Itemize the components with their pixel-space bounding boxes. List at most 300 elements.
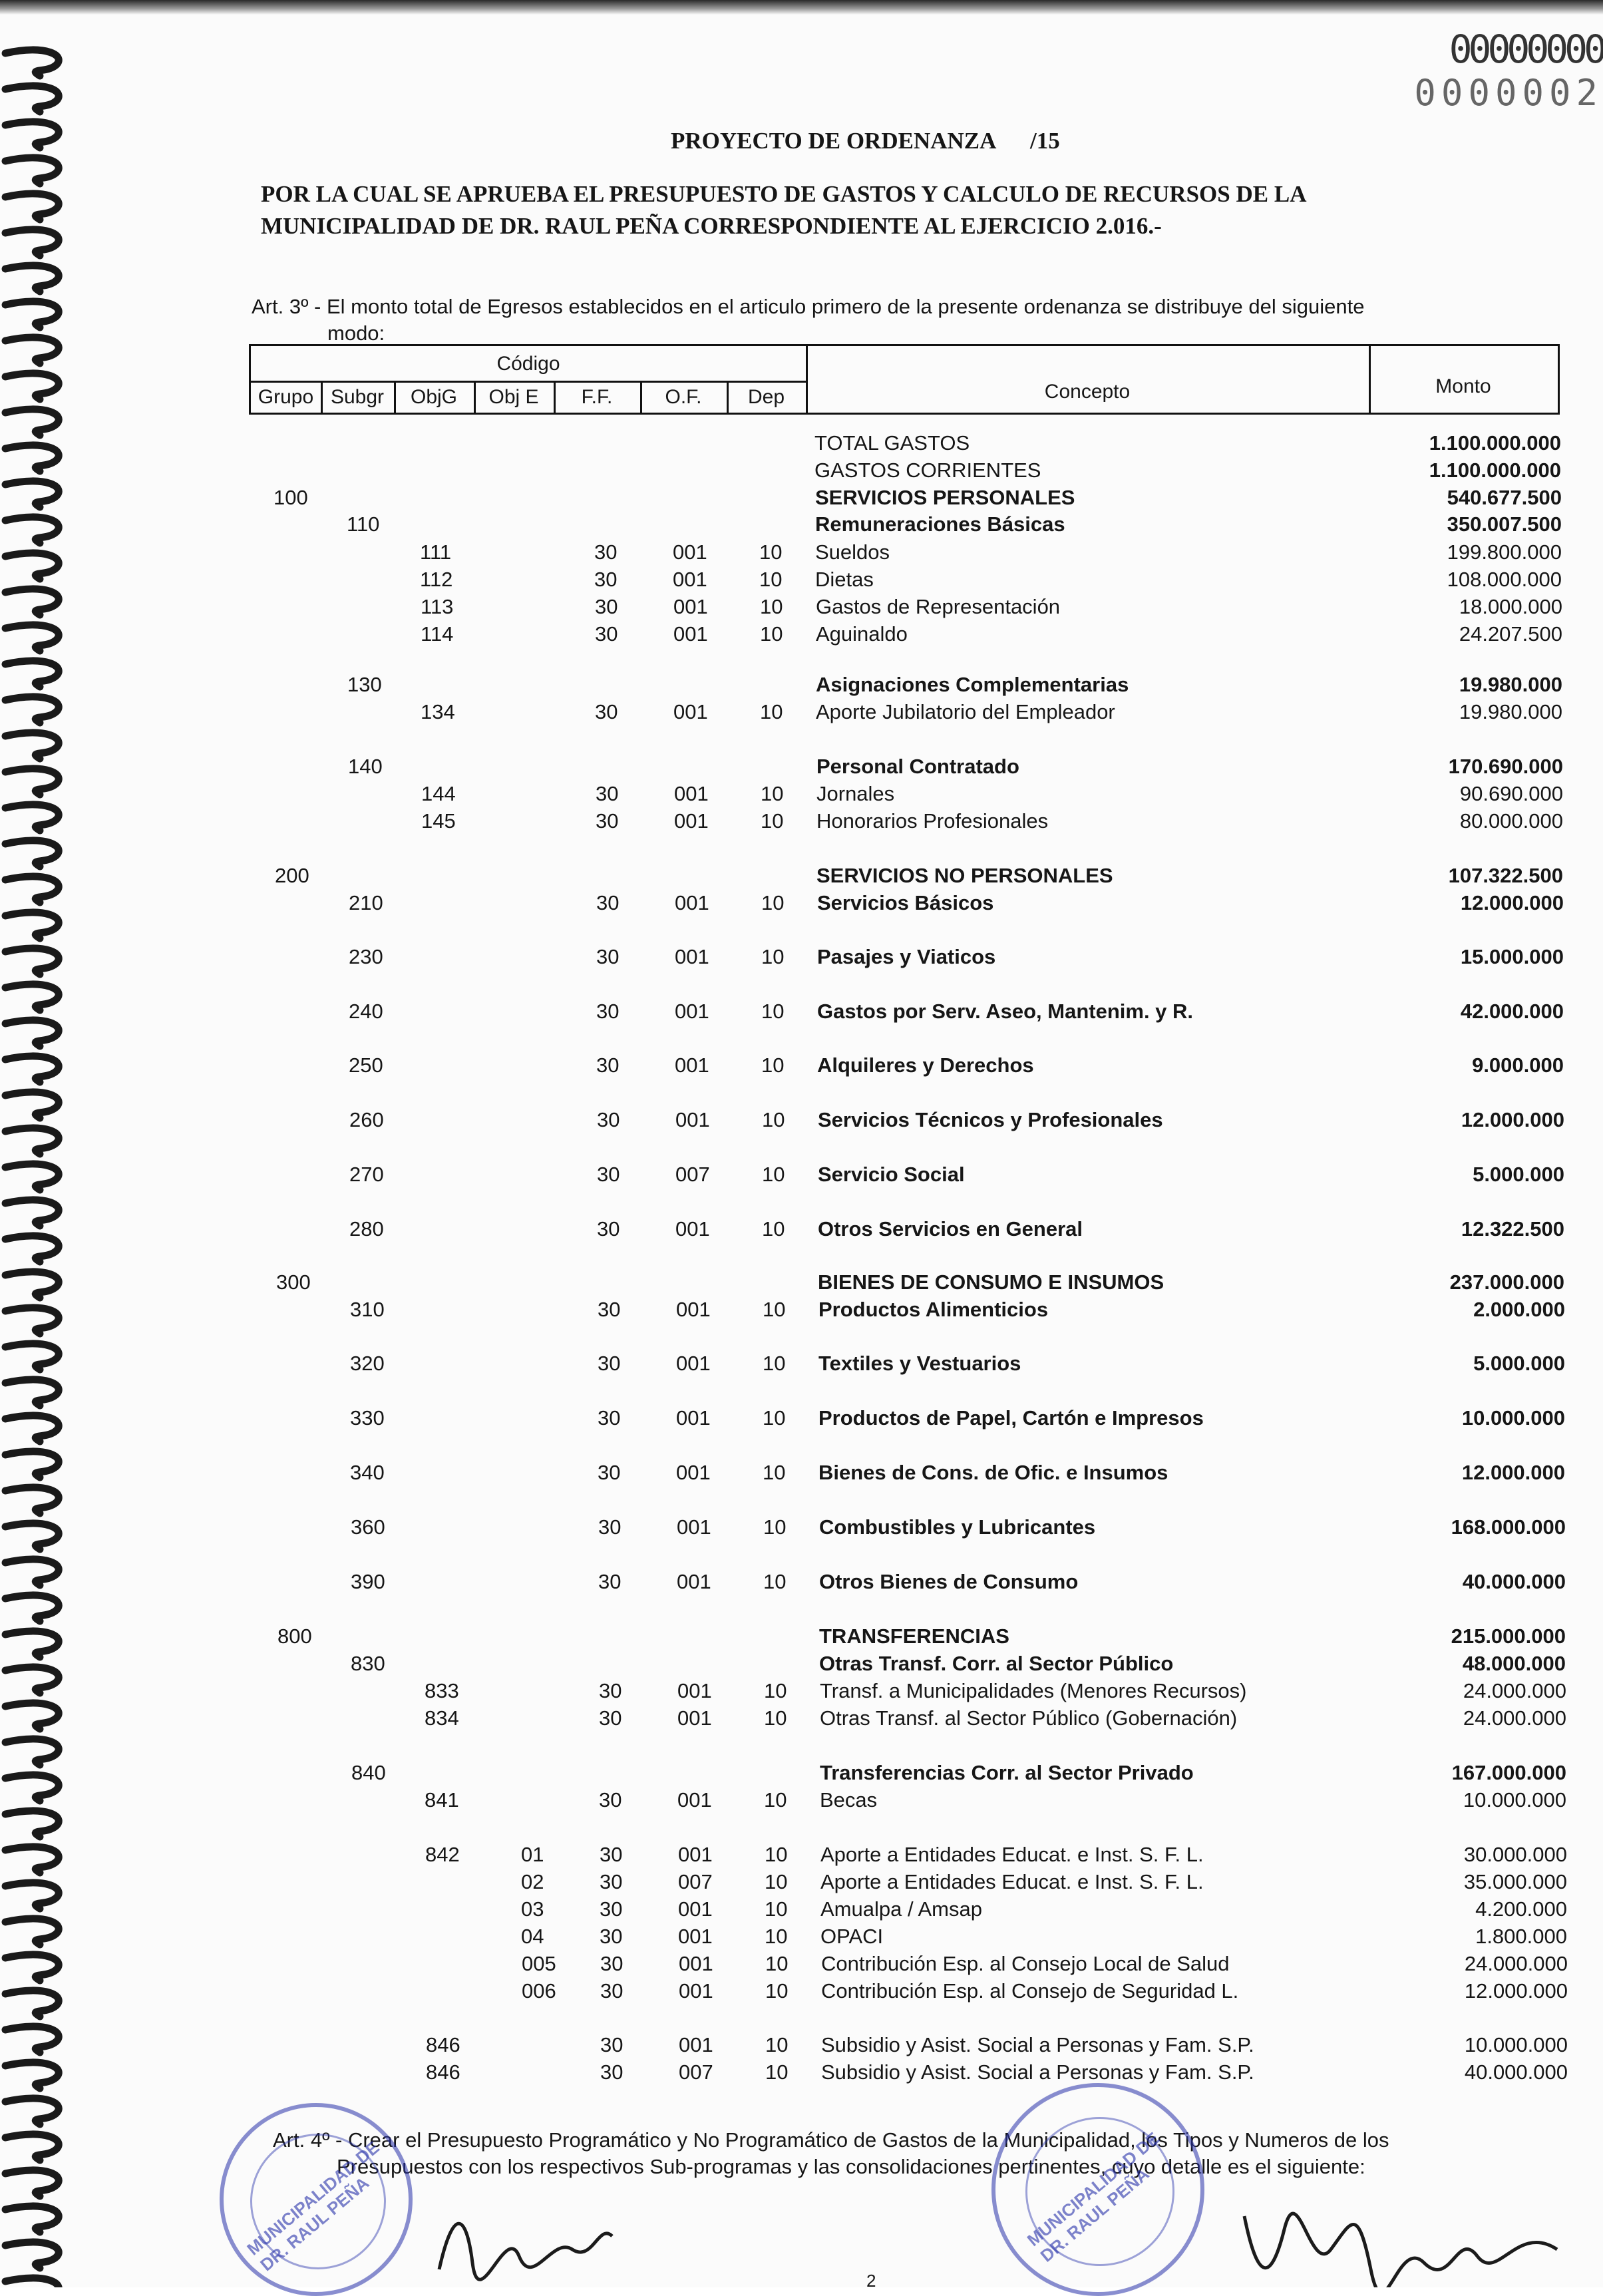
binding-coil — [5, 86, 59, 112]
table-row — [0, 755, 1563, 781]
cell-ff: 30 — [598, 1298, 621, 1321]
cell-objg: 114 — [421, 622, 454, 646]
cell-monto: 30.000.000 — [1463, 1843, 1567, 1866]
cell-ff: 30 — [596, 1000, 620, 1023]
cell-monto: 10.000.000 — [1463, 1788, 1566, 1812]
cell-subgr: 330 — [350, 1406, 385, 1430]
cell-concept: Aguinaldo — [816, 622, 908, 646]
cell-dep: 10 — [762, 1217, 785, 1241]
cell-monto: 19.980.000 — [1459, 700, 1562, 723]
header-ff: F.F. — [581, 386, 613, 408]
cell-subgr: 310 — [350, 1298, 385, 1321]
article-3-line-2: modo: — [327, 321, 385, 345]
cell-objg: 144 — [421, 782, 456, 805]
cell-of: 001 — [677, 1679, 712, 1702]
cell-monto: 168.000.000 — [1451, 1515, 1566, 1539]
table-header — [249, 344, 1560, 415]
document-subtitle: POR LA CUAL SE APRUEBA EL PRESUPUESTO DE GASTOS Y CALCULO DE RECURSOS DE LA MUNICIPALIDAD DE DR. RAUL PEÑA CORRESPONDIENTE AL EJERCICIO 2.016.- — [261, 181, 1306, 239]
municipal-seal-right — [991, 2083, 1204, 2296]
cell-concept: Becas — [820, 1788, 878, 1812]
cell-grupo: 100 — [273, 486, 308, 509]
stamp-line-1: 00000000 — [1449, 27, 1603, 72]
cell-of: 001 — [675, 891, 709, 914]
table-row — [0, 1843, 1567, 1869]
cell-objg: 834 — [425, 1706, 459, 1730]
article-4-line-1: Art. 4º - Crear el Presupuesto Programático y No Programático de Gastos de la Municipalidad, los Tipos y Numeros de los — [273, 2128, 1389, 2152]
header-subgr: Subgr — [330, 386, 385, 408]
cell-subgr: 360 — [351, 1515, 385, 1539]
cell-dep: 10 — [762, 1163, 785, 1186]
cell-of: 001 — [676, 1298, 711, 1321]
cell-ff: 30 — [600, 1870, 623, 1893]
cell-ff: 30 — [598, 1515, 622, 1539]
cell-of: 001 — [677, 1515, 711, 1539]
cell-dep: 10 — [763, 1461, 786, 1484]
cell-concept: Subsidio y Asist. Social a Personas y Fam. S.P. — [821, 2033, 1254, 2056]
article-4-line-2: Presupuestos con los respectivos Sub-programas y las consolidaciones pertinentes, cuyo detalle es el siguiente: — [337, 2155, 1365, 2178]
cell-ff: 30 — [598, 1406, 621, 1430]
cell-concept: Combustibles y Lubricantes — [819, 1515, 1096, 1539]
cell-monto: 199.800.000 — [1447, 540, 1562, 564]
cell-concept: Otros Servicios en General — [818, 1217, 1083, 1241]
table-row — [0, 1163, 1564, 1189]
cell-dep: 10 — [761, 1000, 785, 1023]
cell-dep: 10 — [760, 622, 783, 646]
cell-ff: 30 — [599, 1788, 622, 1812]
cell-of: 001 — [675, 1217, 710, 1241]
binding-coil — [5, 373, 59, 399]
cell-concept: Amualpa / Amsap — [820, 1897, 982, 1921]
article-3-text — [252, 293, 1503, 347]
cell-of: 001 — [676, 1352, 711, 1375]
binding-coil — [5, 194, 59, 220]
table-row — [0, 1925, 1567, 1951]
cell-objg: 145 — [421, 809, 456, 833]
cell-obje: 005 — [522, 1952, 556, 1975]
table-row — [0, 1108, 1564, 1135]
cell-subgr: 320 — [350, 1352, 385, 1375]
cell-monto: 1.100.000.000 — [1429, 459, 1561, 482]
header-concepto: Concepto — [1044, 381, 1131, 403]
cell-concept: SERVICIOS PERSONALES — [815, 486, 1075, 509]
cell-ff: 30 — [600, 1925, 623, 1948]
cell-objg: 842 — [425, 1843, 460, 1866]
cell-monto: 19.980.000 — [1459, 673, 1562, 696]
seal-text: MUNICIPALIDAD DE DR. RAUL PEÑA — [1023, 2128, 1163, 2266]
binding-coil — [5, 337, 59, 363]
cell-ff: 30 — [600, 1843, 623, 1866]
cell-monto: 540.677.500 — [1447, 486, 1562, 509]
cell-concept: Textiles y Vestuarios — [818, 1352, 1021, 1375]
table-row — [0, 945, 1564, 972]
table-row — [0, 1053, 1564, 1080]
seal-text: MUNICIPALIDAD DE DR. RAUL PEÑA — [243, 2137, 383, 2275]
cell-objg: 841 — [425, 1788, 459, 1812]
binding-coil — [5, 2170, 59, 2196]
cell-of: 001 — [678, 1897, 713, 1921]
cell-monto: 12.000.000 — [1461, 1108, 1564, 1131]
cell-of: 001 — [678, 1843, 713, 1866]
binding-coil — [5, 2134, 59, 2160]
header-grupo: Grupo — [258, 386, 314, 408]
cell-dep: 10 — [765, 2033, 789, 2056]
cell-dep: 10 — [759, 568, 783, 591]
cell-ff: 30 — [599, 1706, 622, 1730]
cell-dep: 10 — [765, 1870, 788, 1893]
cell-concept: Servicio Social — [818, 1163, 965, 1186]
cell-concept: Gastos de Representación — [816, 595, 1061, 618]
cell-dep: 10 — [762, 1108, 785, 1131]
cell-objg: 134 — [421, 700, 455, 723]
table-row — [0, 891, 1564, 918]
table-row — [0, 540, 1562, 567]
binding-coil — [5, 230, 59, 256]
cell-ff: 30 — [599, 1679, 622, 1702]
cell-monto: 9.000.000 — [1472, 1053, 1564, 1077]
cell-ff: 30 — [596, 782, 619, 805]
cell-of: 001 — [673, 540, 707, 564]
cell-objg: 833 — [425, 1679, 459, 1702]
cell-of: 007 — [675, 1163, 710, 1186]
cell-obje: 006 — [522, 1979, 556, 2003]
cell-of: 001 — [676, 1461, 711, 1484]
cell-monto: 80.000.000 — [1459, 809, 1563, 833]
cell-ff: 30 — [597, 1217, 620, 1241]
header-obje: Obj E — [488, 386, 539, 408]
table-row — [0, 1515, 1566, 1542]
signature-left — [426, 2196, 625, 2287]
header-codigo: Código — [496, 353, 560, 375]
cell-of: 007 — [678, 1870, 713, 1893]
cell-of: 001 — [675, 1053, 709, 1077]
cell-monto: 108.000.000 — [1447, 568, 1562, 591]
cell-dep: 10 — [759, 540, 783, 564]
cell-obje: 03 — [521, 1897, 544, 1921]
cell-of: 001 — [677, 1706, 712, 1730]
cell-monto: 48.000.000 — [1462, 1652, 1566, 1675]
cell-subgr: 260 — [349, 1108, 384, 1131]
cell-subgr: 140 — [348, 755, 383, 778]
binding-coil — [5, 1487, 59, 1513]
cell-concept: Dietas — [815, 568, 874, 591]
cell-concept: TOTAL GASTOS — [814, 431, 970, 455]
binding-coil — [5, 122, 59, 148]
cell-monto: 24.000.000 — [1463, 1706, 1566, 1730]
cell-monto: 167.000.000 — [1451, 1761, 1566, 1784]
table-row — [0, 486, 1562, 512]
cell-concept: Bienes de Cons. de Ofic. e Insumos — [818, 1461, 1168, 1484]
table-row — [0, 1706, 1566, 1733]
binding-coil — [5, 158, 59, 184]
cell-dep: 10 — [763, 1406, 786, 1430]
table-row — [0, 1570, 1566, 1597]
table-row — [0, 1788, 1566, 1815]
table-row — [0, 1652, 1566, 1678]
cell-concept: Productos Alimenticios — [818, 1298, 1049, 1321]
municipal-seal-left — [220, 2103, 413, 2296]
cell-of: 001 — [675, 1108, 710, 1131]
cell-concept: Contribución Esp. al Consejo Local de Salud — [821, 1952, 1230, 1975]
binding-coil — [5, 841, 59, 866]
table-row — [0, 1298, 1565, 1324]
cell-subgr: 250 — [349, 1053, 383, 1077]
header-objg: ObjG — [410, 386, 458, 408]
cell-subgr: 110 — [347, 512, 380, 536]
cell-ff: 30 — [600, 1952, 623, 1975]
table-row — [0, 1679, 1566, 1706]
cell-of: 001 — [673, 595, 708, 618]
cell-concept: Gastos por Serv. Aseo, Mantenim. y R. — [817, 1000, 1194, 1023]
table-row — [0, 673, 1562, 699]
cell-monto: 42.000.000 — [1460, 1000, 1564, 1023]
cell-grupo: 800 — [277, 1625, 312, 1648]
table-row — [0, 1979, 1568, 2006]
cell-subgr: 230 — [349, 945, 383, 968]
cell-concept: OPACI — [820, 1925, 884, 1948]
cell-monto: 215.000.000 — [1451, 1625, 1566, 1648]
cell-monto: 35.000.000 — [1463, 1870, 1567, 1893]
cell-concept: Aporte a Entidades Educat. e Inst. S. F. L. — [820, 1843, 1204, 1866]
cell-of: 001 — [679, 1979, 713, 2003]
table-row — [0, 431, 1561, 458]
table-row — [0, 809, 1563, 836]
cell-concept: Servicios Técnicos y Profesionales — [818, 1108, 1163, 1131]
cell-monto: 237.000.000 — [1449, 1270, 1564, 1294]
cell-dep: 10 — [764, 1706, 787, 1730]
table-row — [0, 1625, 1566, 1651]
cell-dep: 10 — [765, 1925, 788, 1948]
cell-ff: 30 — [596, 945, 620, 968]
cell-concept: Servicios Básicos — [817, 891, 994, 914]
cell-monto: 10.000.000 — [1461, 1406, 1565, 1430]
cell-dep: 10 — [765, 1843, 788, 1866]
table-row — [0, 700, 1562, 727]
cell-concept: BIENES DE CONSUMO E INSUMOS — [818, 1270, 1164, 1294]
cell-monto: 1.800.000 — [1475, 1925, 1567, 1948]
cell-subgr: 340 — [350, 1461, 385, 1484]
cell-dep: 10 — [764, 1788, 787, 1812]
cell-dep: 10 — [761, 891, 785, 914]
cell-dep: 10 — [763, 1352, 786, 1375]
header-monto: Monto — [1435, 375, 1491, 397]
cell-grupo: 200 — [275, 864, 309, 887]
cell-of: 001 — [674, 782, 709, 805]
cell-ff: 30 — [596, 891, 620, 914]
cell-of: 001 — [679, 2033, 713, 2056]
cell-monto: 12.322.500 — [1461, 1217, 1564, 1241]
cell-of: 001 — [678, 1925, 713, 1948]
table-row — [0, 568, 1562, 594]
cell-of: 001 — [675, 945, 709, 968]
cell-dep: 10 — [761, 809, 784, 833]
cell-concept: Aporte a Entidades Educat. e Inst. S. F. L. — [820, 1870, 1204, 1893]
cell-objg: 846 — [426, 2060, 460, 2084]
cell-monto: 18.000.000 — [1459, 595, 1562, 618]
cell-concept: SERVICIOS NO PERSONALES — [816, 864, 1113, 887]
cell-dep: 10 — [765, 1897, 788, 1921]
cell-ff: 30 — [598, 1461, 621, 1484]
cell-ff: 30 — [597, 1108, 620, 1131]
table-row — [0, 1000, 1564, 1026]
cell-ff: 30 — [597, 1163, 620, 1186]
cell-of: 001 — [677, 1788, 712, 1812]
cell-dep: 10 — [761, 945, 785, 968]
cell-ff: 30 — [596, 809, 619, 833]
table-row — [0, 1897, 1567, 1924]
cell-concept: Transf. a Municipalidades (Menores Recursos) — [820, 1679, 1247, 1702]
cell-subgr: 840 — [351, 1761, 386, 1784]
cell-concept: Honorarios Profesionales — [816, 809, 1049, 833]
article-3-line-1: Art. 3º - El monto total de Egresos establecidos en el articulo primero de la presente ordenanza se distribuye del siguiente — [252, 295, 1365, 318]
table-row — [0, 1406, 1565, 1433]
cell-ff: 30 — [596, 1053, 620, 1077]
binding-coil — [5, 2278, 59, 2287]
table-row — [0, 2060, 1568, 2087]
cell-of: 001 — [679, 1952, 713, 1975]
cell-dep: 10 — [760, 595, 783, 618]
cell-objg: 113 — [421, 595, 454, 618]
table-row — [0, 459, 1561, 485]
article-4-text — [273, 2127, 1537, 2180]
cell-concept: Otros Bienes de Consumo — [819, 1570, 1079, 1593]
document-title: PROYECTO DE ORDENANZA /15 — [671, 128, 1060, 154]
table-row — [0, 1461, 1565, 1487]
cell-concept: Contribución Esp. al Consejo de Seguridad L. — [821, 1979, 1239, 2003]
table-row — [0, 1352, 1565, 1378]
table-row — [0, 1952, 1568, 1979]
cell-objg: 846 — [426, 2033, 460, 2056]
table-row — [0, 864, 1563, 890]
cell-concept: Asignaciones Complementarias — [816, 673, 1129, 696]
cell-ff: 30 — [595, 595, 618, 618]
cell-monto: 24.000.000 — [1464, 1952, 1568, 1975]
cell-concept: Personal Contratado — [816, 755, 1019, 778]
cell-concept: GASTOS CORRIENTES — [814, 459, 1041, 482]
stamp-line-2: 0000002 — [1414, 72, 1603, 114]
cell-ff: 30 — [600, 1897, 623, 1921]
table-row — [0, 2033, 1568, 2060]
cell-obje: 01 — [521, 1843, 544, 1866]
binding-coil — [5, 50, 59, 76]
cell-monto: 350.007.500 — [1447, 512, 1562, 536]
binding-coil — [5, 2242, 59, 2268]
cell-ff: 30 — [595, 700, 618, 723]
cell-monto: 5.000.000 — [1473, 1352, 1565, 1375]
cell-of: 001 — [677, 1570, 711, 1593]
cell-concept: Otras Transf. al Sector Público (Gobernación) — [820, 1706, 1238, 1730]
cell-ff: 30 — [600, 1979, 623, 2003]
binding-coil — [5, 301, 59, 327]
cell-subgr: 130 — [347, 673, 382, 696]
binding-coil — [5, 266, 59, 291]
signature-right — [1238, 2190, 1570, 2287]
cell-objg: 112 — [420, 568, 453, 591]
cell-of: 001 — [673, 700, 708, 723]
page-number-stamp — [1403, 27, 1603, 114]
cell-monto: 12.000.000 — [1464, 1979, 1568, 2003]
cell-of: 001 — [673, 622, 708, 646]
cell-monto: 12.000.000 — [1461, 1461, 1565, 1484]
cell-of: 007 — [679, 2060, 713, 2084]
page-number: 2 — [866, 2271, 876, 2291]
cell-concept: Otras Transf. Corr. al Sector Público — [819, 1652, 1174, 1675]
cell-monto: 24.000.000 — [1463, 1679, 1566, 1702]
cell-concept: Sueldos — [815, 540, 890, 564]
cell-dep: 10 — [764, 1679, 787, 1702]
cell-monto: 5.000.000 — [1473, 1163, 1564, 1186]
cell-dep: 10 — [763, 1570, 787, 1593]
cell-concept: Subsidio y Asist. Social a Personas y Fam. S.P. — [821, 2060, 1254, 2084]
cell-ff: 30 — [594, 540, 618, 564]
cell-objg: 111 — [420, 540, 452, 564]
cell-dep: 10 — [763, 1298, 786, 1321]
cell-ff: 30 — [595, 622, 618, 646]
cell-of: 001 — [676, 1406, 711, 1430]
cell-monto: 107.322.500 — [1448, 864, 1563, 887]
cell-subgr: 390 — [351, 1570, 385, 1593]
cell-dep: 10 — [765, 1979, 789, 2003]
header-dep: Dep — [747, 386, 785, 408]
cell-concept: Aporte Jubilatorio del Empleador — [816, 700, 1115, 723]
cell-ff: 30 — [600, 2033, 623, 2056]
binding-coil — [5, 2206, 59, 2232]
cell-concept: Transferencias Corr. al Sector Privado — [820, 1761, 1194, 1784]
cell-monto: 10.000.000 — [1464, 2033, 1568, 2056]
cell-subgr: 280 — [349, 1217, 384, 1241]
cell-subgr: 830 — [351, 1652, 385, 1675]
cell-dep: 10 — [765, 1952, 789, 1975]
cell-monto: 12.000.000 — [1460, 891, 1564, 914]
cell-concept: Pasajes y Viaticos — [817, 945, 996, 968]
table-row — [0, 512, 1562, 539]
binding-coil — [5, 2098, 59, 2124]
cell-ff: 30 — [594, 568, 618, 591]
cell-subgr: 210 — [349, 891, 383, 914]
cell-monto: 170.690.000 — [1448, 755, 1563, 778]
cell-monto: 24.207.500 — [1459, 622, 1562, 646]
scan-top-edge — [0, 0, 1603, 15]
cell-obje: 02 — [521, 1870, 544, 1893]
cell-subgr: 240 — [349, 1000, 383, 1023]
cell-monto: 4.200.000 — [1475, 1897, 1567, 1921]
cell-monto: 2.000.000 — [1473, 1298, 1565, 1321]
cell-monto: 40.000.000 — [1464, 2060, 1568, 2084]
cell-monto: 15.000.000 — [1460, 945, 1564, 968]
cell-of: 001 — [673, 568, 707, 591]
cell-ff: 30 — [598, 1570, 622, 1593]
cell-concept: Remuneraciones Básicas — [815, 512, 1065, 536]
cell-concept: Productos de Papel, Cartón e Impresos — [818, 1406, 1204, 1430]
binding-coil — [5, 1595, 59, 1621]
table-row — [0, 622, 1562, 649]
table-row — [0, 1270, 1564, 1297]
binding-coil — [5, 1380, 59, 1406]
cell-subgr: 270 — [349, 1163, 384, 1186]
header-of: O.F. — [665, 386, 702, 408]
cell-grupo: 300 — [276, 1270, 311, 1294]
cell-monto: 1.100.000.000 — [1429, 431, 1561, 455]
cell-concept: TRANSFERENCIAS — [819, 1625, 1009, 1648]
cell-concept: Jornales — [816, 782, 895, 805]
table-row — [0, 1870, 1567, 1897]
cell-dep: 10 — [761, 1053, 785, 1077]
cell-ff: 30 — [598, 1352, 621, 1375]
cell-dep: 10 — [765, 2060, 789, 2084]
header-divider — [251, 381, 806, 383]
cell-dep: 10 — [761, 782, 784, 805]
table-row — [0, 595, 1562, 622]
cell-monto: 40.000.000 — [1462, 1570, 1566, 1593]
